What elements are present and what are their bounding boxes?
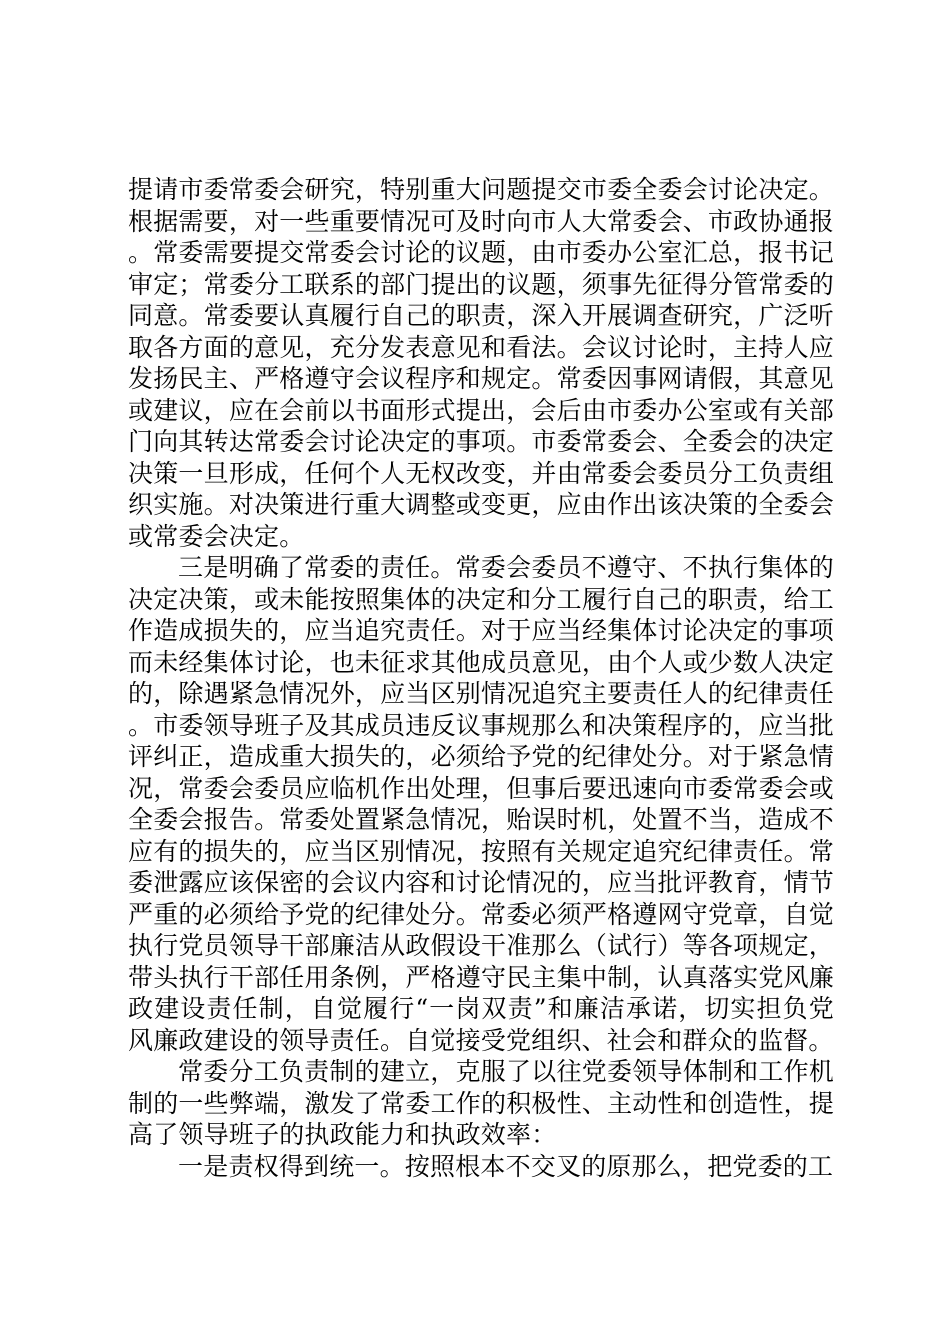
paragraph-3: 常委分工负责制的建立，克服了以往党委领导体制和工作机制的一些弊端，激发了常委工作的积极性、主动性和创造性，提高了领导班子的执政能力和执政效率： <box>128 1057 834 1149</box>
paragraph-1: 提请市委常委会研究，特别重大问题提交市委全委会讨论决定。根据需要，对一些重要情况可及时向市人大常委会、市政协通报。常委需要提交常委会讨论的议题，由市委办公室汇总，报书记审定；常委分工联系的部门提出的议题，须事先征得分管常委的同意。常委要认真履行自己的职责，深入开展调查研究，广泛听取各方面的意见，充分发表意见和看法。会议讨论时，主持人应发扬民主、严格遵守会议程序和规定。常委因事网请假，其意见或建议，应在会前以书面形式提出，会后由市委办公室或有关部门向其转达常委会讨论决定的事项。市委常委会、全委会的决定决策一旦形成，任何个人无权改变，并由常委会委员分工负责组织实施。对决策进行重大调整或变更，应由作出该决策的全委会或常委会决定。 <box>128 175 834 551</box>
paragraph-2: 三是明确了常委的责任。常委会委员不遵守、不执行集体的决定决策，或未能按照集体的决定和分工履行自己的职责，给工作造成损失的，应当追究责任。对于应当经集体讨论决定的事项而未经集体讨论，也未征求其他成员意见，由个人或少数人决定的，除遇紧急情况外，应当区别情况追究主要责任人的纪律责任。市委领导班子及其成员违反议事规那么和决策程序的，应当批评纠正，造成重大损失的，必须给予党的纪律处分。对于紧急情况，常委会委员应临机作出处理，但事后要迅速向市委常委会或全委会报告。常委处置紧急情况，贻误时机，处置不当，造成不应有的损失的，应当区别情况，按照有关规定追究纪律责任。常委泄露应该保密的会议内容和讨论情况的，应当批评教育，情节严重的必须给予党的纪律处分。常委必须严格遵网守党章，自觉执行党员领导干部廉洁从政假设干准那么（试行）等各项规定，带头执行干部任用条例，严格遵守民主集中制，认真落实党风廉政建设责任制，自觉履行“一岗双责”和廉洁承诺，切实担负党风廉政建设的领导责任。自觉接受党组织、社会和群众的监督。 <box>128 553 834 1055</box>
paragraph-4: 一是责权得到统一。按照根本不交叉的原那么，把党委的工 <box>178 1151 834 1181</box>
body-text <box>128 174 834 1182</box>
